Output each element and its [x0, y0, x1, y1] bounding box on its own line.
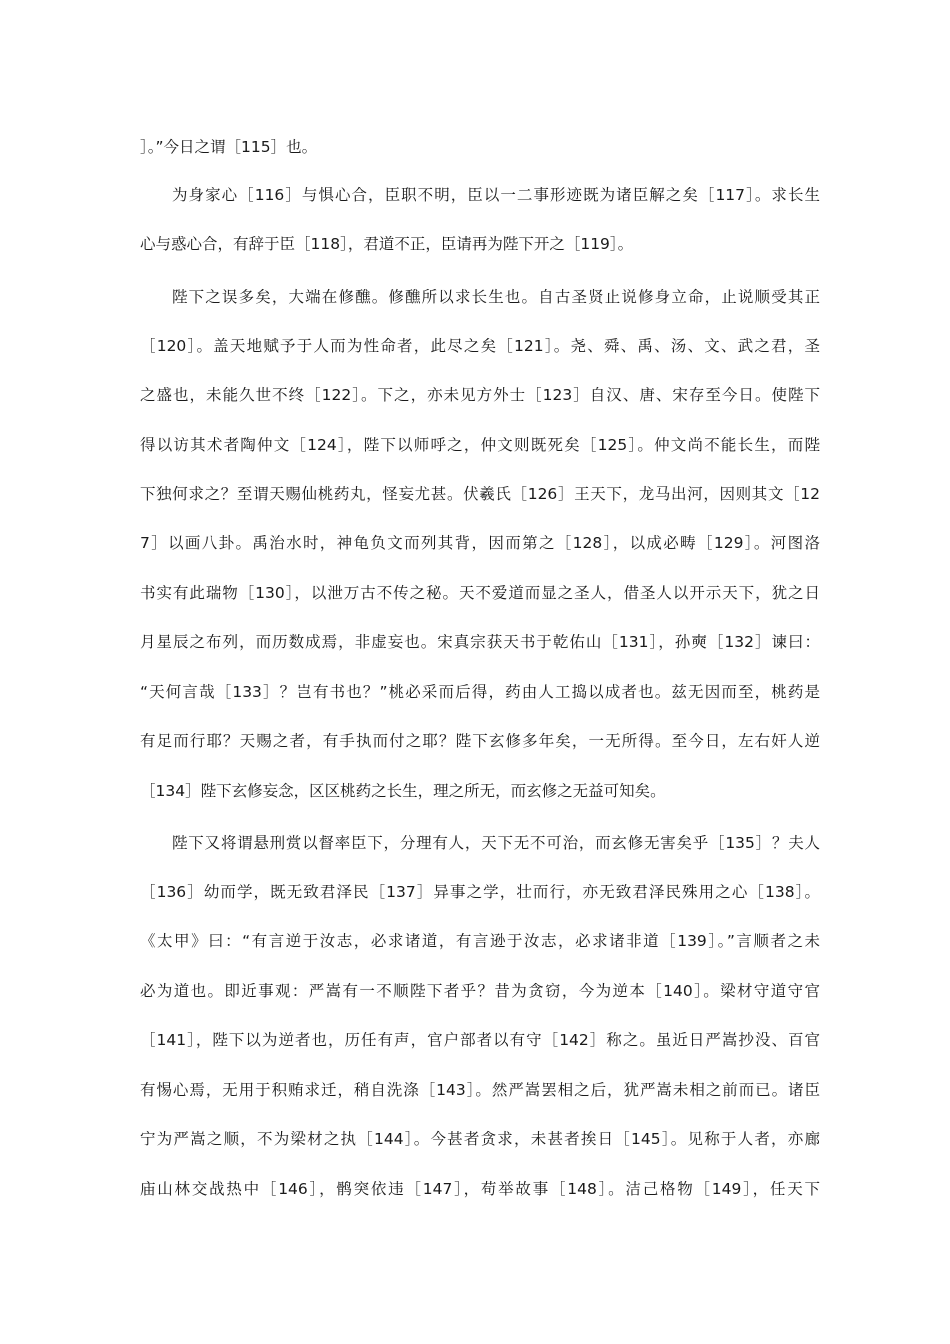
text-line: 必为道也。即近事观：严嵩有一不顺陛下者乎？昔为贪窃，今为逆本［140］。梁材守道守官: [140, 982, 820, 1000]
text-line: ［134］陛下玄修妄念，区区桃药之长生，理之所无，而玄修之无益可知矣。: [140, 782, 666, 800]
text-line: “天何言哉［133］？岂有书也？”桃必采而后得，药由人工捣以成者也。兹无因而至，桃药是: [140, 683, 820, 701]
text-line: 得以访其术者陶仲文［124］，陛下以师呼之，仲文则既死矣［125］。仲文尚不能长生，而陛: [140, 436, 820, 454]
text-line: 有惕心焉，无用于积贿求迁，稍自洗涤［143］。然严嵩罢相之后，犹严嵩未相之前而已。诸臣: [140, 1081, 820, 1099]
text-line: 有足而行耶？天赐之者，有手执而付之耶？陛下玄修多年矣，一无所得。至今日，左右奸人逆: [140, 732, 820, 750]
text-line: 《太甲》曰：“有言逆于汝志，必求诸道，有言逊于汝志，必求诸非道［139］。”言顺者之未: [140, 932, 820, 950]
text-line: 庙山林交战热中［146］，鹘突依违［147］，苟举故事［148］。洁己格物［149］，任天下: [140, 1180, 820, 1198]
text-line: 月星辰之布列，而历数成焉，非虚妄也。宋真宗获天书于乾佑山［131］，孙奭［132］谏曰：: [140, 633, 820, 651]
text-line: ［141］，陛下以为逆者也，历任有声，官户部者以有守［142］称之。虽近日严嵩抄没、百官: [140, 1031, 820, 1049]
text-line: 为身家心［116］与惧心合，臣职不明，臣以一二事形迹既为诸臣解之矣［117］。求长生: [172, 186, 820, 204]
text-line: 心与惑心合，有辞于臣［118］，君道不正，臣请再为陛下开之［119］。: [140, 235, 634, 253]
text-line: ］。”今日之谓［115］也。: [140, 138, 318, 156]
text-line: 下独何求之？至谓天赐仙桃药丸，怪妄尤甚。伏羲氏［126］王天下，龙马出河，因则其文［12: [140, 485, 820, 503]
text-line: ［120］。盖天地赋予于人而为性命者，此尽之矣［121］。尧、舜、禹、汤、文、武之君，圣: [140, 337, 820, 355]
text-line: 陛下又将谓悬刑赏以督率臣下，分理有人，天下无不可治，而玄修无害矣乎［135］？夫人: [172, 834, 820, 852]
text-line: 陛下之误多矣，大端在修醮。修醮所以求长生也。自古圣贤止说修身立命，止说顺受其正: [172, 288, 820, 306]
text-line: ［136］幼而学，既无致君泽民［137］异事之学，壮而行，亦无致君泽民殊用之心［138］。: [140, 883, 820, 901]
text-line: 宁为严嵩之顺，不为梁材之执［144］。今甚者贪求，未甚者挨日［145］。见称于人者，亦廊: [140, 1130, 820, 1148]
text-line: 之盛也，未能久世不终［122］。下之，亦未见方外士［123］自汉、唐、宋存至今日。使陛下: [140, 386, 820, 404]
text-line: 书实有此瑞物［130］，以泄万古不传之秘。天不爱道而显之圣人，借圣人以开示天下，犹之日: [140, 584, 820, 602]
text-line: 7］以画八卦。禹治水时，神龟负文而列其背，因而第之［128］，以成必畴［129］。河图洛: [140, 534, 820, 552]
